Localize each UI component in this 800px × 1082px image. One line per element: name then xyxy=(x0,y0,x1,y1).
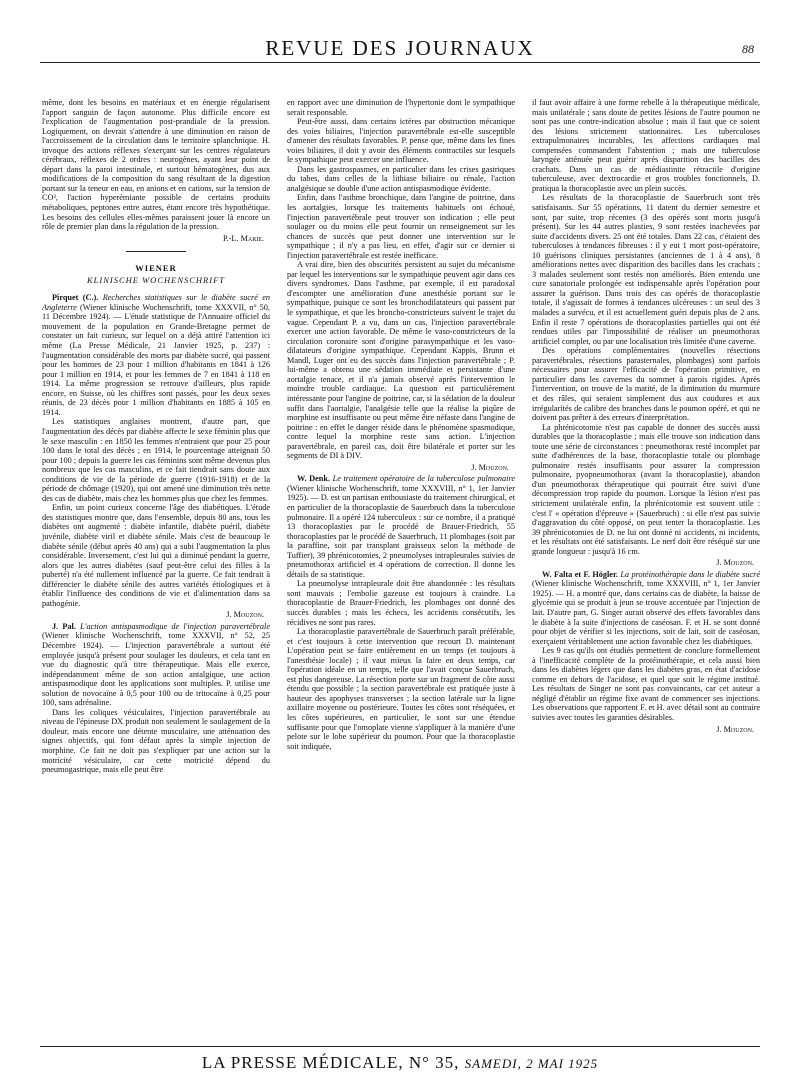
article-source: (Wiener klinische Wochenschrift, tome XXXVIII, n° 1, 1er Janvier 1925). xyxy=(287,483,515,503)
paragraph: Dans les gastrospasmes, en particulier dans les crises gastriques du tabes, dans celles de la lithiase biliaire ou rénale, l'action analgésique se double d'une action antispasmodique évidente. xyxy=(287,164,515,193)
paragraph: A vrai dire, bien des obscurités persistent au sujet du mécanisme par lequel les interventions sur le sympathique peuvent agir dans ces divers syndromes. Dans l'asthme, par exemple, il est paradoxal d'escompter une amélioration d'une anesthésie portant sur le sympathique, puisque ce sont les bronchodilatateurs qui passent par le sympathique, et que les broncho-constricteurs suivent le trajet du vague. Cependant P. a vu, dans un cas, l'injection paravertébrale exercer une action favorable. De même le vaso-constricteurs de la circulation coronaire sont d'origine parasympathique et les vaso-dilatateurs d'origine sympathique. Cependant Kappis, Brunn et Mandl, Luger ont eu des succès dans l'injection paravertébrale ; P. lui-même a obtenu une sédation immédiate et persistante d'une aortalgie tenace, et il n'a jamais observé après l'intervention le moindre trouble cardiaque. La question est particulièrement intéressante pour l'angine de poitrine, car, si la sédation de la douleur suffit dans l'aortalgie, l'analgésie telle que la réalise la piqûre de morphine est insuffisante ou peut même être néfaste dans l'angine de poitrine : en effet le danger réside dans le phénomène spasmodique, contre lequel la morphine reste sans action. L'injection paravertébrale, en pareil cas, doit être bilatérale et porter sur les segments de DI à DIV. xyxy=(287,260,515,461)
article-title: Le traitement opératoire de la tuberculose pulmonaire xyxy=(332,474,515,484)
journal-subheading: KLINISCHE WOCHENSCHRIFT xyxy=(87,274,225,285)
paragraph: Enfin, dans l'asthme bronchique, dans l'angine de poitrine, dans les aortalgies, lorsque les traitements habituels ont échoué, l'injection paravertébrale peut trouver son indication ; elle peut soulager ou du moins elle peut fournir un renseignement sur les chances de succès que peut donner une intervention sur le sympathique ; il n'y a pas lieu, en effet, d'agir sur ce dernier si l'injection paravertébrale est restée inefficace. xyxy=(287,193,515,260)
article-source: (Wiener klinische Wochenschrift, tome XXXVII, n° 50, 11 Décembre 1924). xyxy=(42,302,270,322)
paragraph: Les 9 cas qu'ils ont étudiés permettent de conclure formellement à l'inefficacité complète de la protéinothérapie, et cela aussi bien dans les diabètes légers que dans les diabètes gras, en état d'acidose comme en dehors de l'acidose, et quel que soit le régime institué. Les résultats de Singer ne sont pas convaincants, car cet auteur a négligé d'établir un régime fixe avant de commencer ses injections. Les observations que rapportent F. et H. avec détail sont au contraire suivies avec toutes les garanties désirables. xyxy=(532,646,760,722)
article-intro xyxy=(42,622,270,708)
section-divider xyxy=(126,251,186,252)
paragraph: La phrénicotomie n'est pas capable de donner des succès aussi durables que la thoracoplastie ; mais elle trouve son indication dans toute une série de circonstances : pneumothorax resté incomplet par suite d'adhérences de la base, thoracoplastie totale ou plombage pulmonaire restés insuffisants pour assurer la compression pulmonaire, pyopneumothorax (avant la thoracoplastie), abandon d'un pneumothorax thérapeutique qui pourrait être suivi d'une décompression trop rapide du poumon. Lorsque la lésion n'est pas strictement unilatérale enfin, la phrénicotomie est souvent utile : c'est l' « opération d'épreuve » (Sauerbruch) : si elle n'est pas suivie d'aggravation du côté opposé, on peut tenter la thoracoplastie. Les 39 phrénicotomies de D. ne lui ont donné ni accidents, ni incidents, et les résultats ont été satisfaisants. Le nerf doit être réséqué sur une grande longueur : jusqu'à 16 cm. xyxy=(532,422,760,556)
page-header xyxy=(40,30,760,63)
paragraph: Peut-être aussi, dans certains ictères par obstruction mécanique des voies biliaires, l'injection paravertébrale est-elle susceptible d'amener des résultats favorables. P. pense que, même dans les fines voies biliaires, il doit y avoir des éléments contractiles sur lesquels le sympathique peut exercer une influence. xyxy=(287,117,515,165)
article-text: — L'injection paravertébrale a surtout été employée jusqu'à présent pour soulager les douleurs, et cela tant en vue du diagnostic qu'à titre thérapeutique. Mais elle exerce, indépendamment même de son action antalgique, une action antispasmodique dont les applications sont multiples. P. utilise une solution de novocaïne à 0,5 pour 100 ou de tritocaïne à 0,25 pour 100, sans adrénaline. xyxy=(42,640,270,708)
article-title: L'action antispasmodique de l'injection paravertébrale xyxy=(80,621,270,631)
paragraph: il faut avoir affaire à une forme rebelle à la thérapeutique médicale, mais unilatérale ; sans doute de petites lésions de l'autre poumon ne sont pas une contre-indication absolue ; mais il faut que ce soient des lésions strictement stationnaires. Les tuberculoses extrapulmonaires incurables, les affections cardiaques mal compensées commandent l'abstention ; mais une tuberculose laryngée atténuée peut guérir après disparition des bacilles des crachats. Dans un cas de médiastinite rétractile d'origine tuberculeuse, avec dextrocardie et gros troubles fonctionnels, D. pratiqua la thoracoplastie avec un plein succès. xyxy=(532,98,760,193)
article-source: (Wiener klinische Wochenschrift, tome XXXVIII, n° 1, 1er Janvier 1925). xyxy=(532,579,760,598)
running-title: REVUE DES JOURNAUX xyxy=(265,36,535,60)
article-text: — H. a montré que, dans certains cas de diabète, la baisse de glycémie qui se produit à jeun se trouve accentuée par l'injection de lait. D'autre part, G. Singer aurait observé des effets favorables dans le diabète à la suite d'injections de caséosan. F. et H. se sont donné pour objet de vérifier si les injections, soit de lait, soit de caséosan, exerçaient véritablement une action favorable chez les diabétiques. xyxy=(532,588,760,646)
page-number: 88 xyxy=(742,42,754,56)
paragraph: Les résultats de la thoracoplastie de Sauerbruch sont très satisfaisants. Sur 55 opérations, 11 datent du dernier semestre et sont, par suite, trop récentes (3 des opérés sont morts jusqu'à présent). Sur les 44 autres plasties, 9 sont restées inachevées par suite d'accidents divers. 25 ont été totales. Dans 22 cas, c'étaient des tuberculoses à tendances fibreuses : il y eut 1 mort post-opératoire, 10 guérisons cliniques persistantes (anciennes de 1 à 4 ans), 8 améliorations nettes avec disparition des bacilles dans les crachats ; 3 malades seulement sont restés non améliorés. Bien entendu une cure sanatoriale prolongée est indispensable après l'opération pour assurer la guérison. Dans trois des cas opérés de thoracoplastie totale, il s'agissait de formes à tendances ulcéreuses : un seul des 3 malades a survécu, et il est actuellement guéri depuis plus de 2 ans. Enfin il reste 7 opérations de thoracoplasties partielles qui ont été rendues utiles par l'impossibilité de réaliser un pneumothorax artificiel complet, ou par une localisation très limitée d'une caverne. xyxy=(532,193,760,346)
column-3 xyxy=(532,98,760,1036)
article-title: La protéinothérapie dans le diabète sucré xyxy=(620,569,760,579)
article-text: — D. est un partisan enthousiaste du traitement chirurgical, et en particulier de la thoracoplastie de Sauerbruch dans la tuberculose pulmonaire. Il a opéré 124 tuberculeux : sur ce nombre, il a pratiqué 13 thoracoplasties par le procédé de Brauer-Friedrich, 55 thoracoplasties par le procédé de Sauerbruch, 11 plombages (soit par la paraffine, soit par transplant graisseux selon la méthode de Tuffier), 39 phrénicotomies, 2 pneumolyses intrapleurales suivies de pneumothorax artificiel et 4 opérations de correction. Il donne les détails de sa statistique. xyxy=(287,493,515,579)
author-signature: J. Mouzon. xyxy=(716,724,754,734)
paragraph: en rapport avec une diminution de l'hypertonie dont le sympathique serait responsable. xyxy=(287,98,515,117)
article-author: W. Falta et F. Högler. xyxy=(542,569,618,579)
paragraph: Des opérations complémentaires (nouvelles résections paravertébrales, résections parasternales, plombages) sont parfois nécessaires pour assurer l'efficacité de l'opération primitive, en particulier dans les cavernes du sommet à parois rigides. Après l'intervention, on trouve de la matité, de la diminution du murmure et des râles, qui seraient simplement dus aux coudures et aux irrégularités de calibre des branches dans le poumon opéré, et qui ne doivent pas prêter à des erreurs d'interprétation. xyxy=(532,346,760,423)
article-title: Recherches statistiques sur le diabète sucré en Angleterre xyxy=(42,293,270,312)
article-author: W. Denk. xyxy=(297,474,331,484)
paragraph: Enfin, un point curieux concerne l'âge des diabétiques. L'étude des statistiques montre que, dans l'ensemble, depuis 80 ans, tous les diabètes ont augmenté : diabète infantile, diabète puéril, diabète juvénile, diabète viril et diabète sénile. Mais c'est de beaucoup le diabète sénile (début après 40 ans) qui a subi l'augmentation la plus considérable. Inversement, c'est lui qui a diminué pendant la guerre, alors que les autres diabètes (sauf peut-être celui des filles à la puberté) n'a été nullement influencé par la guerre. Ce fait tendrait à différencier le diabète sénile des autres variétés étiologiques et à établir l'influence des conditions de vie et d'alimentation dans sa pathogénie. xyxy=(42,503,270,608)
paragraph: même, dont les besoins en matériaux et en énergie régularisent l'apport sanguin de façon autonome. Plus difficile encore est l'explication de l'augmentation post-prandiale de la pression. Logiquement, on devrait s'attendre à une diminution en raison de l'accroissement de la circulation dans le territoire splanchnique. H. invoque des actions réflexes s'exerçant sur les centres régulateurs cérébraux, réflexes de 2 ordres : neurogènes, ayant leur point de départ dans la paroi intestinale, et surtout hématogènes, dus aux modifications de la composition du sang résultant de la digestion portant sur la teneur en eau, en anions et en cations, sur la tension de CO², l'action hyperémiante possible de certains produits métaboliques, peptones entre autres, étant encore très hypothétique. Les besoins des cellules elles-mêmes paraissent jouer là encore un rôle de premier plan dans la régulation de la pression. xyxy=(42,98,270,232)
paragraph: Les statistiques anglaises montrent, d'autre part, que l'augmentation des décès par diabète affecte le sexe féminin plus que le sexe masculin : en 1850 les femmes n'entraient que pour 25 pour 100 dans le total des décès ; en 1914, le pourcentage atteignait 50 pour 100 ; depuis la guerre les cas féminins sont même devenus plus nombreux que les cas masculins, et ce fait tiendrait sans doute aux conditions de vie de la période de guerre (1916-1918) et de la période de chômage (1920), qui ont amené une diminution très nette des cas de diabète, mais chez les hommes plus que chez les femmes. xyxy=(42,417,270,503)
article-author: Pirquet (C.). xyxy=(52,293,99,303)
author-signature: J. Mouzon. xyxy=(226,610,264,620)
paragraph: La pneumolyse intrapleurale doit être abandonnée : les résultats sont mauvais ; l'embolie gazeuse est toujours à craindre. La thoracoplastie de Brauer-Friedrich, les plombages ont donné des succès durables ; mais les échecs, les accidents consécutifs, les récidives ne sont pas rares. xyxy=(287,579,515,627)
footer-text xyxy=(40,1053,760,1073)
footer-journal: LA PRESSE MÉDICALE, N° 35, xyxy=(201,1053,460,1072)
article-source: (Wiener klinische Wochenschrift, tome XXXVII, n° 52, 25 Décembre 1924). xyxy=(42,631,270,650)
author-signature: J. Mouzon. xyxy=(471,462,509,472)
author-signature: P.-L. Marie. xyxy=(222,233,264,243)
page-footer xyxy=(40,1046,760,1077)
article-author: J. Pal. xyxy=(52,621,76,631)
article-text: — L'étude statistique de l'Annuaire officiel du mouvement de la population en Grande-Bretagne permet de constater un fait curieux, sur lequel on a déjà attiré l'attention ici même (La Presse Médicale, 21 Janvier 1925, p. 237) : l'augmentation considérable des morts par diabète sucré, qui passent pour les hommes de 23 pour 1 million d'habitants en 1841 à 126 pour 1 million en 1914, et pour les femmes de 7 en 1841 à 118 en 1914. La même progression se retrouve d'ailleurs, plus rapide encore, en Suisse, où les chiffres sont passés, pour les deux sexes réunis, de 23 décès pour 1 million d'habitants en 1885 à 105 en 1914. xyxy=(42,312,270,417)
paragraph: Dans les coliques vésiculaires, l'injection paravertébrale au niveau de l'épineuse DX produit non seulement le soulagement de la douleur, mais encore une détente musculaire, une atténuation des signes objectifs, qui font défaut après la simple injection de morphine. Ce fait ne doit pas s'expliquer par une action sur la motricité vésiculaire, car cette motricité dépend du pneumogastrique, mais elle peut être xyxy=(42,707,270,775)
article-columns xyxy=(40,98,760,1036)
column-2 xyxy=(287,98,515,1036)
column-1 xyxy=(42,98,270,1036)
paragraph: La thoracoplastie paravertébrale de Sauerbruch paraît préférable, et c'est toujours à cette intervention que recourt D. maintenant L'opération peut se faire entièrement en un temps (et toujours à l'anesthésie locale) ; il vaut mieux la faire en deux temps, car l'opération idéale en un temps, telle que l'avait conçue Sauerbruch, est plus dangereuse. La résection porte sur un fragment de côte aussi étendu que possible ; la section paravertébrale est pratiquée juste à hauteur des apophyses transverses ; la section latérale sur la ligne axillaire moyenne ou postérieure. Toutes les côtes sont réséquées, et les côtes supérieures, en particulier, le sont sur une étendue suffisante pour que l'omoplate vienne s'appliquer à la manière d'une pelote sur le lobe supérieur du poumon. Pour que la thoracoplastie soit indiquée, xyxy=(287,627,515,751)
article-intro xyxy=(532,570,760,646)
article-intro xyxy=(287,474,515,579)
article-intro xyxy=(42,293,270,417)
journal-heading: WIENER xyxy=(135,263,177,274)
footer-date: SAMEDI, 2 MAI 1925 xyxy=(464,1056,599,1071)
author-signature: J. Mouzon. xyxy=(716,558,754,568)
